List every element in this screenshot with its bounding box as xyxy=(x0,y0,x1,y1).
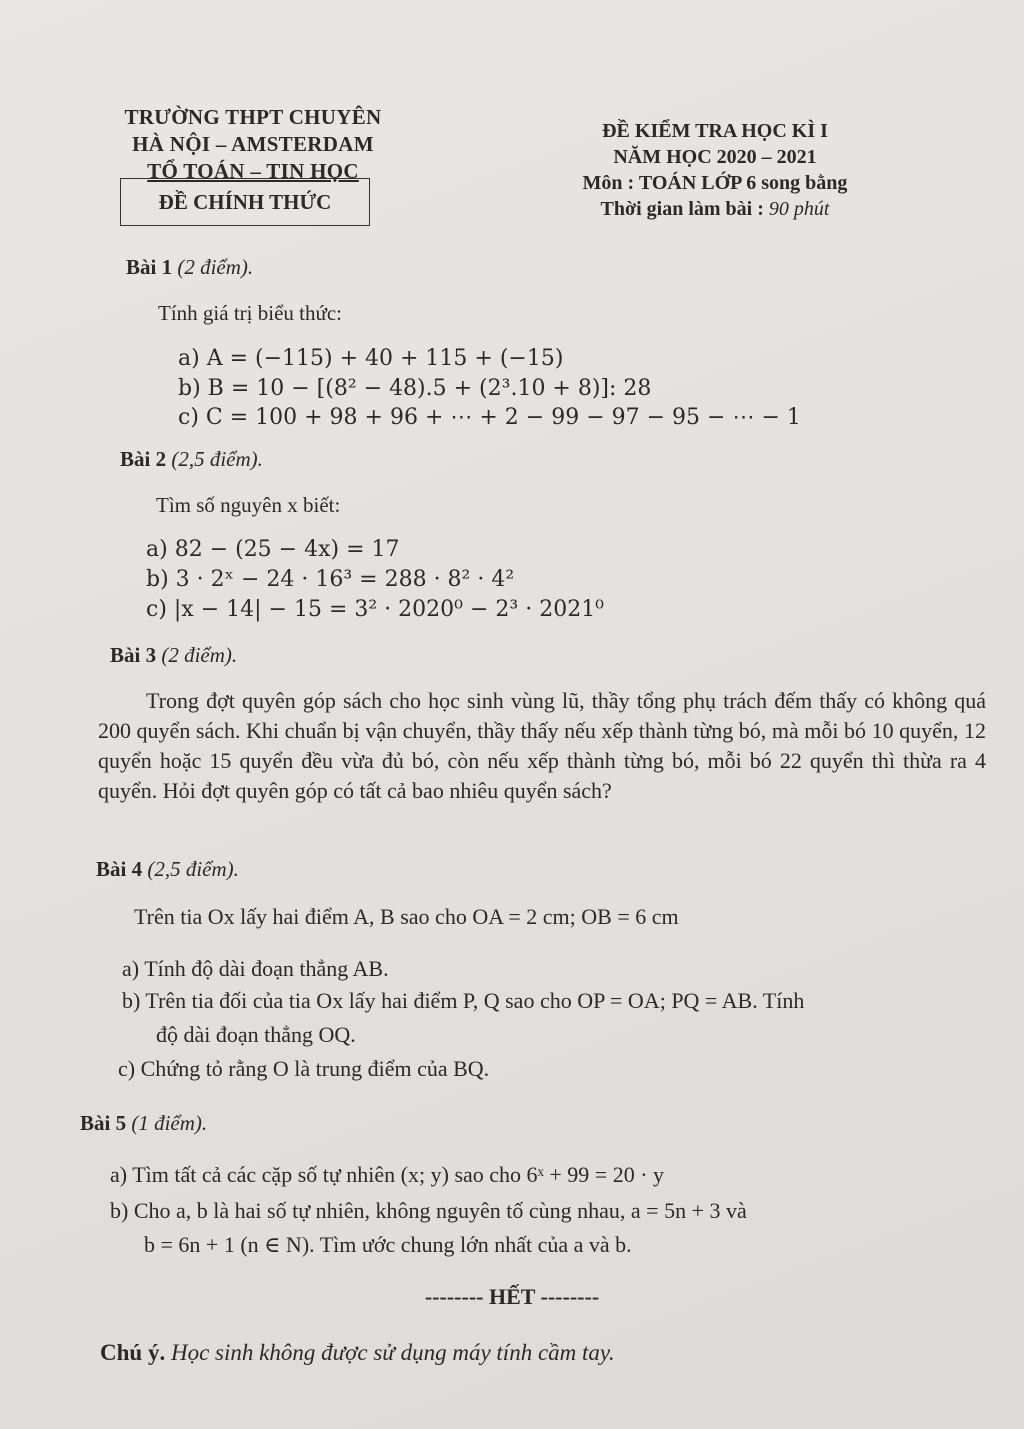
bai2-item-a: a) 82 − (25 − 4x) = 17 xyxy=(146,537,400,562)
exam-title: ĐỀ KIỂM TRA HỌC KÌ I xyxy=(602,120,828,142)
bai3-points: (2 điểm). xyxy=(161,643,238,667)
duration xyxy=(540,196,890,222)
bai2-item-b: b) 3 · 2ˣ − 24 · 16³ = 288 · 8² · 4² xyxy=(146,567,515,592)
bai4-item-b: b) Trên tia đối của tia Ox lấy hai điểm P, Q sao cho OP = OA; PQ = AB. Tính xyxy=(122,988,805,1013)
bai1-points: (2 điểm). xyxy=(177,255,254,279)
bai3-text: Trong đợt quyên góp sách cho học sinh vùng lũ, thầy tổng phụ trách đếm thấy có không quá 200 quyển sách. Khi chuẩn bị vận chuyển, thầy thấy nếu xếp thành từng bó, mà mỗi bó 10 quyển, 12 quyển hoặc 15 quyển đều vừa đủ bó, còn nếu xếp thành từng bó, mỗi bó 22 quyển thì thừa ra 4 quyển. Hỏi đợt quyên góp có tất cả bao nhiêu quyển sách? xyxy=(98,688,986,803)
bai5-item-b-cont: b = 6n + 1 (n ∈ N). Tìm ước chung lớn nhất của a và b. xyxy=(144,1232,632,1257)
end-mark: -------- HẾT -------- xyxy=(424,1284,600,1309)
bai5-points: (1 điểm). xyxy=(131,1111,208,1135)
bai4-title xyxy=(96,854,239,884)
bai5-label: Bài 5 xyxy=(80,1111,127,1135)
duration-label: Thời gian làm bài : xyxy=(600,198,764,220)
bai4-item-c: c) Chứng tỏ rằng O là trung điểm của BQ. xyxy=(118,1056,490,1081)
official-exam-box: ĐỀ CHÍNH THỨC xyxy=(120,178,370,226)
bai4-prompt: Trên tia Ox lấy hai điểm A, B sao cho OA = 2 cm; OB = 6 cm xyxy=(134,904,679,929)
bai2-title xyxy=(120,444,263,474)
bai5-item-b: b) Cho a, b là hai số tự nhiên, không nguyên tố cùng nhau, a = 5n + 3 và xyxy=(110,1198,747,1223)
department-name: TỔ TOÁN – TIN HỌC xyxy=(147,159,359,183)
bai2-item-c: c) |x − 14| − 15 = 3² · 2020⁰ − 2³ · 2021⁰ xyxy=(146,597,605,622)
duration-value: 90 phút xyxy=(768,198,830,220)
footer-note xyxy=(100,1340,615,1366)
bai4-item-a: a) Tính độ dài đoạn thẳng AB. xyxy=(122,956,389,981)
bai1-label: Bài 1 xyxy=(126,255,173,279)
school-name-line2: HÀ NỘI – AMSTERDAM xyxy=(132,132,374,156)
school-name-line1: TRƯỜNG THPT CHUYÊN xyxy=(124,105,382,129)
bai3-label: Bài 3 xyxy=(110,643,157,667)
note-label: Chú ý. xyxy=(100,1340,166,1365)
bai1-item-b: b) B = 10 − [(8² − 48).5 + (2³.10 + 8)]: 28 xyxy=(178,376,652,401)
exam-header xyxy=(540,118,890,222)
bai1-title xyxy=(126,252,253,282)
bai3-title xyxy=(110,640,237,670)
bai2-points: (2,5 điểm). xyxy=(171,447,263,471)
bai5-item-a: a) Tìm tất cả các cặp số tự nhiên (x; y) sao cho 6ˣ + 99 = 20 · y xyxy=(110,1162,665,1187)
bai1-prompt: Tính giá trị biểu thức: xyxy=(158,301,343,325)
school-year: NĂM HỌC 2020 – 2021 xyxy=(613,146,817,168)
bai2-label: Bài 2 xyxy=(120,447,167,471)
school-header xyxy=(98,104,408,185)
bai4-label: Bài 4 xyxy=(96,857,143,881)
note-text: Học sinh không được sử dụng máy tính cầm tay. xyxy=(170,1340,615,1365)
bai2-prompt: Tìm số nguyên x biết: xyxy=(156,493,341,517)
bai1-item-a: a) A = (−115) + 40 + 115 + (−15) xyxy=(178,346,564,371)
bai4-item-b-cont: độ dài đoạn thẳng OQ. xyxy=(156,1022,356,1047)
bai4-points: (2,5 điểm). xyxy=(147,857,239,881)
bai1-item-c: c) C = 100 + 98 + 96 + ⋯ + 2 − 99 − 97 − 95 − ⋯ − 1 xyxy=(178,405,801,430)
subject: Môn : TOÁN LỚP 6 song bằng xyxy=(582,172,848,194)
bai5-title xyxy=(80,1108,207,1138)
